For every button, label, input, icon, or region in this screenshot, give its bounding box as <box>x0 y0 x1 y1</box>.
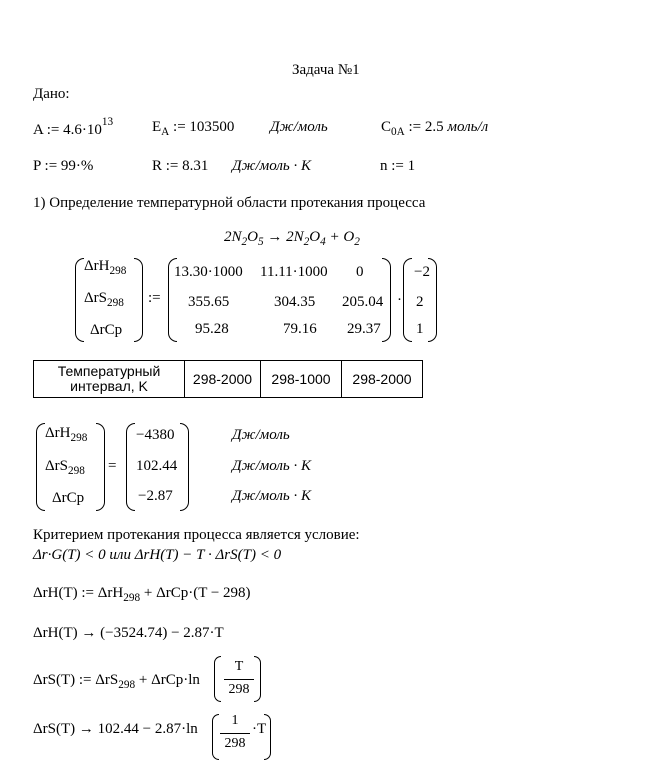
matrix-cell: 29.37 <box>347 321 381 337</box>
param-ea-unit: Дж/моль <box>270 119 328 135</box>
vector-dcp: ΔrCp <box>90 322 123 338</box>
result-value: −4380 <box>136 427 175 443</box>
matrix-cell: 304.35 <box>274 294 316 310</box>
result-unit: Дж/моль · K <box>232 458 311 474</box>
fraction-denominator: 298 <box>228 682 250 697</box>
coeff-cell: −2 <box>414 264 430 280</box>
enthalpy-definition: ΔrH(T) := ΔrH$_{298}$ + ΔrCp·(T − 298) <box>33 585 251 604</box>
right-paren <box>428 258 437 342</box>
temperature-table <box>33 360 423 398</box>
matrix-cell: 13.30·1000 <box>174 264 243 280</box>
left-paren <box>75 258 84 342</box>
matrix-cell: 0 <box>356 264 364 280</box>
result-value: −2.87 <box>138 488 173 504</box>
coeff-cell: 1 <box>416 321 424 337</box>
result-value: 102.44 <box>136 458 178 474</box>
equals-op: = <box>108 458 117 474</box>
left-paren <box>403 258 412 342</box>
fraction-denominator: 298 <box>224 736 246 751</box>
left-paren <box>36 423 45 511</box>
vector-dh298: ΔrH$_{298}$ <box>45 425 88 444</box>
fraction-bar <box>224 679 254 680</box>
param-n: n := 1 <box>380 158 416 174</box>
multiply-op: · <box>397 292 402 308</box>
entropy-result: ΔrS(T) → 102.44 − 2.87·ln <box>33 721 198 737</box>
param-ea: $E_A$ := 103500 <box>152 119 235 138</box>
entropy-definition: ΔrS(T) := ΔrS$_{298}$ + ΔrCp·ln <box>33 672 200 691</box>
right-paren <box>382 258 391 342</box>
param-r-unit: Дж/моль · K <box>232 158 311 174</box>
left-paren <box>126 423 135 511</box>
table-header: Температурный интервал, K <box>34 361 185 398</box>
result-unit: Дж/моль <box>232 427 290 443</box>
right-paren <box>134 258 143 342</box>
matrix-cell: 355.65 <box>188 294 230 310</box>
vector-ds298: ΔrS$_{298}$ <box>45 458 85 477</box>
assign-op: := <box>148 290 161 306</box>
matrix-cell: 205.04 <box>342 294 384 310</box>
fraction-numerator: T <box>234 659 244 674</box>
table-cell: 298-2000 <box>342 361 423 398</box>
table-cell: 298-2000 <box>185 361 261 398</box>
reaction-equation: $2N_2O_5 \to 2N_2O_4 + O_2$ <box>224 229 360 248</box>
matrix-cell: 79.16 <box>283 321 317 337</box>
entropy-result-tail: ·T <box>252 721 267 737</box>
param-p: P := 99·% <box>33 158 94 174</box>
enthalpy-result: ΔrH(T) → (−3524.74) − 2.87·T <box>33 625 224 641</box>
section-heading: 1) Определение температурной области протекания процесса <box>33 195 426 211</box>
param-c0a: $C_{0A}$ := 2.5 моль/л <box>381 119 489 138</box>
left-paren <box>214 656 221 702</box>
vector-dcp: ΔrCp <box>52 490 85 506</box>
criterion-text: Критерием протекания процесса является условие: <box>33 527 360 543</box>
fraction-numerator: 1 <box>231 713 239 728</box>
fraction-bar <box>220 733 250 734</box>
page-title: Задача №1 <box>292 62 360 78</box>
vector-dh298: ΔrH$_{298}$ <box>84 258 127 277</box>
right-paren <box>254 656 261 702</box>
table-cell: 298-1000 <box>261 361 342 398</box>
right-paren <box>180 423 189 511</box>
result-unit: Дж/моль · K <box>232 488 311 504</box>
criterion-formula: Δr·G(T) < 0 или ΔrH(T) − T · ΔrS(T) < 0 <box>33 547 282 563</box>
given-label: Дано: <box>33 86 70 102</box>
right-paren <box>264 714 271 760</box>
matrix-cell: 11.11·1000 <box>260 264 328 280</box>
vector-ds298: ΔrS$_{298}$ <box>84 290 124 309</box>
matrix-cell: 95.28 <box>195 321 229 337</box>
right-paren <box>96 423 105 511</box>
param-r: R := 8.31 <box>152 158 209 174</box>
coeff-cell: 2 <box>416 294 424 310</box>
param-a: A := $4.6\cdot 10^{13}$ <box>33 116 114 138</box>
